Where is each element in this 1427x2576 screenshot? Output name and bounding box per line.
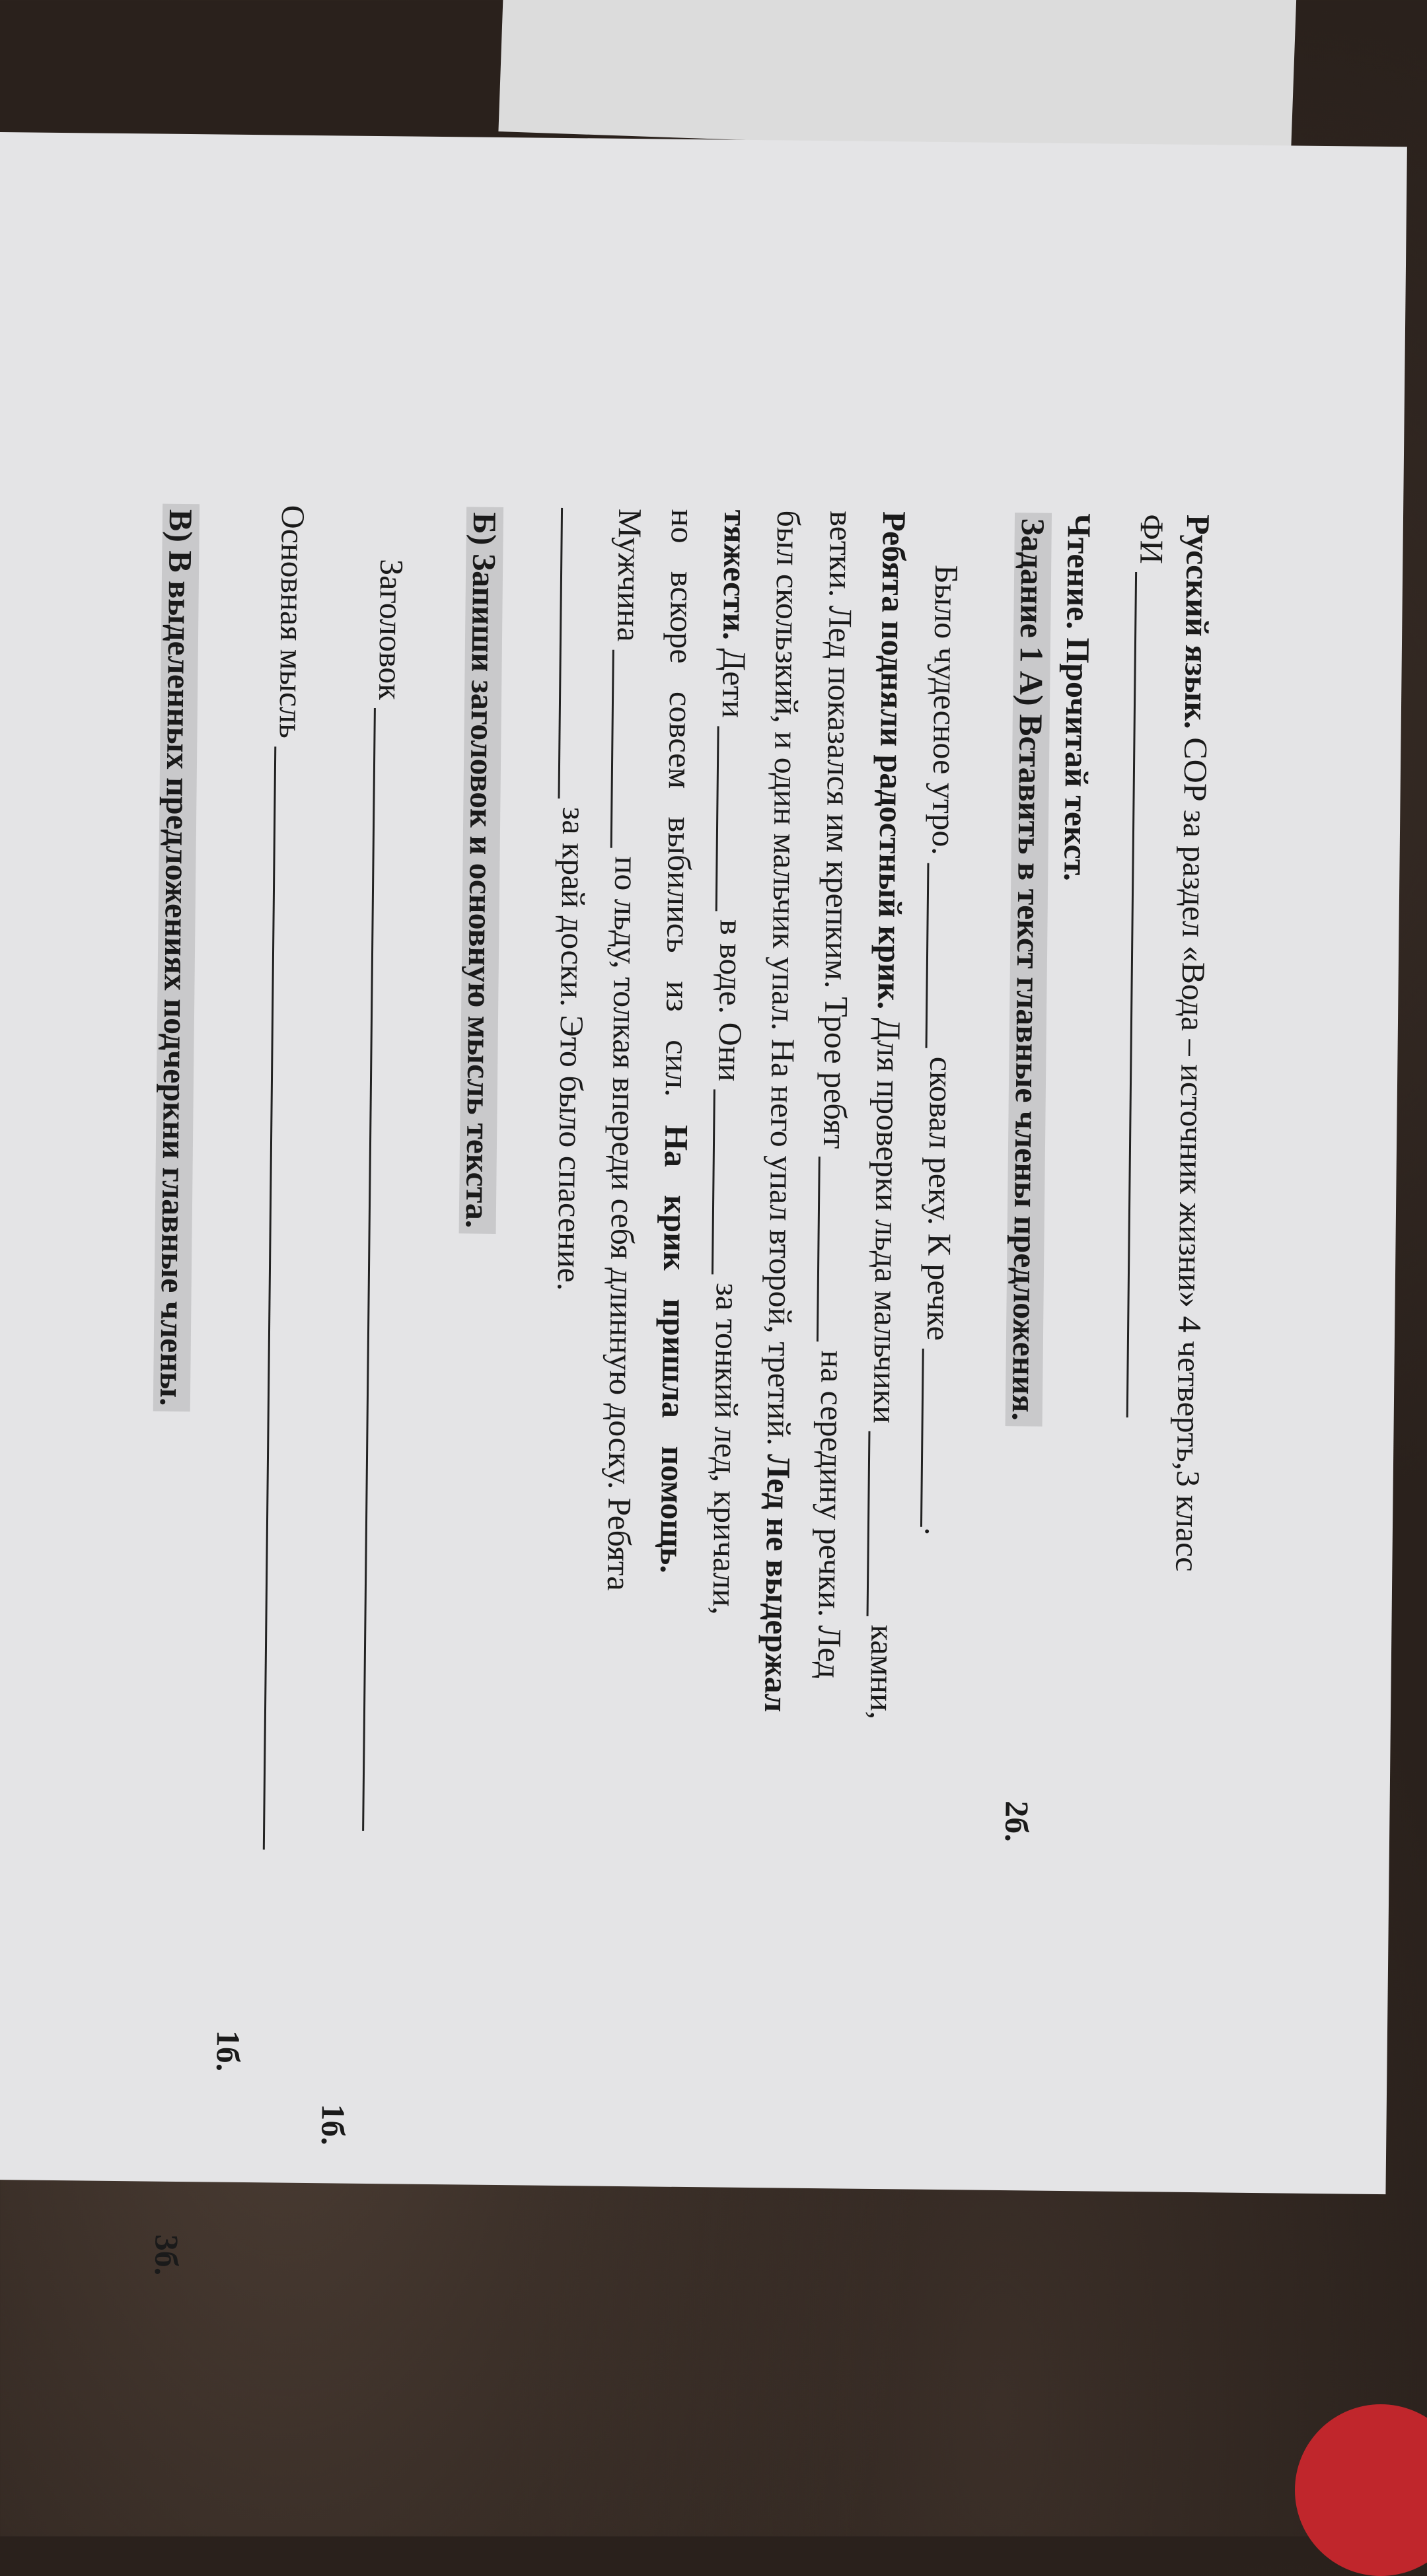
blank-5[interactable] <box>715 726 746 911</box>
text-line-4: был скользкий, и один мальчик упал. На него упал второй, третий. Лед не выдержал <box>758 510 808 1713</box>
blank-1[interactable] <box>926 863 956 1048</box>
text-line-7: Мужчина по льду, толкая впереди себя длинную доску. Ребята <box>600 508 649 1591</box>
name-blank[interactable] <box>1126 572 1163 1417</box>
background-paper <box>498 0 1298 159</box>
title-field: Заголовок <box>362 559 408 1831</box>
main-idea-field: Основная мысль <box>263 505 310 1849</box>
task-v: В) В выделенных предложениях подчеркни главные члены. <box>155 504 198 1412</box>
text-line-6: но вскоре совсем выбились из сил. На крик пришла помощь. <box>653 509 702 1574</box>
task-1-points: 2б. <box>998 1800 1036 1843</box>
reading-label: Чтение. Прочитай текст. <box>1057 513 1099 882</box>
blank-4[interactable] <box>817 1157 847 1342</box>
text-line-3: ветки. Лед показался им крепким. Трое ребят на середину речки. Лед <box>811 511 861 1679</box>
blank-8[interactable] <box>558 508 589 799</box>
text-line-5: тяжести. Дети в воде. Они за тонкий лед, кричали, <box>706 509 755 1616</box>
main-idea-blank[interactable] <box>263 746 303 1849</box>
text-line-8: за край доски. Это было спасение. <box>553 508 594 1291</box>
text-line-2: Ребята подняли радостный крик. Для проверки льда мальчики камни, <box>863 511 914 1720</box>
strawberry <box>1295 2404 1427 2576</box>
blank-7[interactable] <box>610 650 641 848</box>
text-line-1: Было чудесное утро. сковал реку. К речке . <box>918 564 966 1536</box>
blank-2[interactable] <box>920 1349 951 1527</box>
title-points: 1б. <box>314 2104 352 2146</box>
task-1: Задание 1 А) Вставить в текст главные члены предложения. <box>1007 513 1050 1426</box>
main-idea-points: 1б. <box>209 2030 247 2072</box>
header-title: Русский язык. СОР за раздел «Вода – источник жизни» 4 четверть,3 класс <box>1169 514 1218 1572</box>
worksheet-page <box>0 132 1407 2276</box>
task-v-points: 3б. <box>148 2234 186 2276</box>
worksheet-content <box>0 502 1228 2345</box>
title-blank[interactable] <box>362 708 402 1831</box>
blank-3[interactable] <box>867 1431 897 1616</box>
task-b: Б) Запиши заголовок и основную мысль текста. <box>461 507 502 1233</box>
blank-6[interactable] <box>712 1090 742 1275</box>
name-field: ФИ <box>1126 514 1169 1418</box>
